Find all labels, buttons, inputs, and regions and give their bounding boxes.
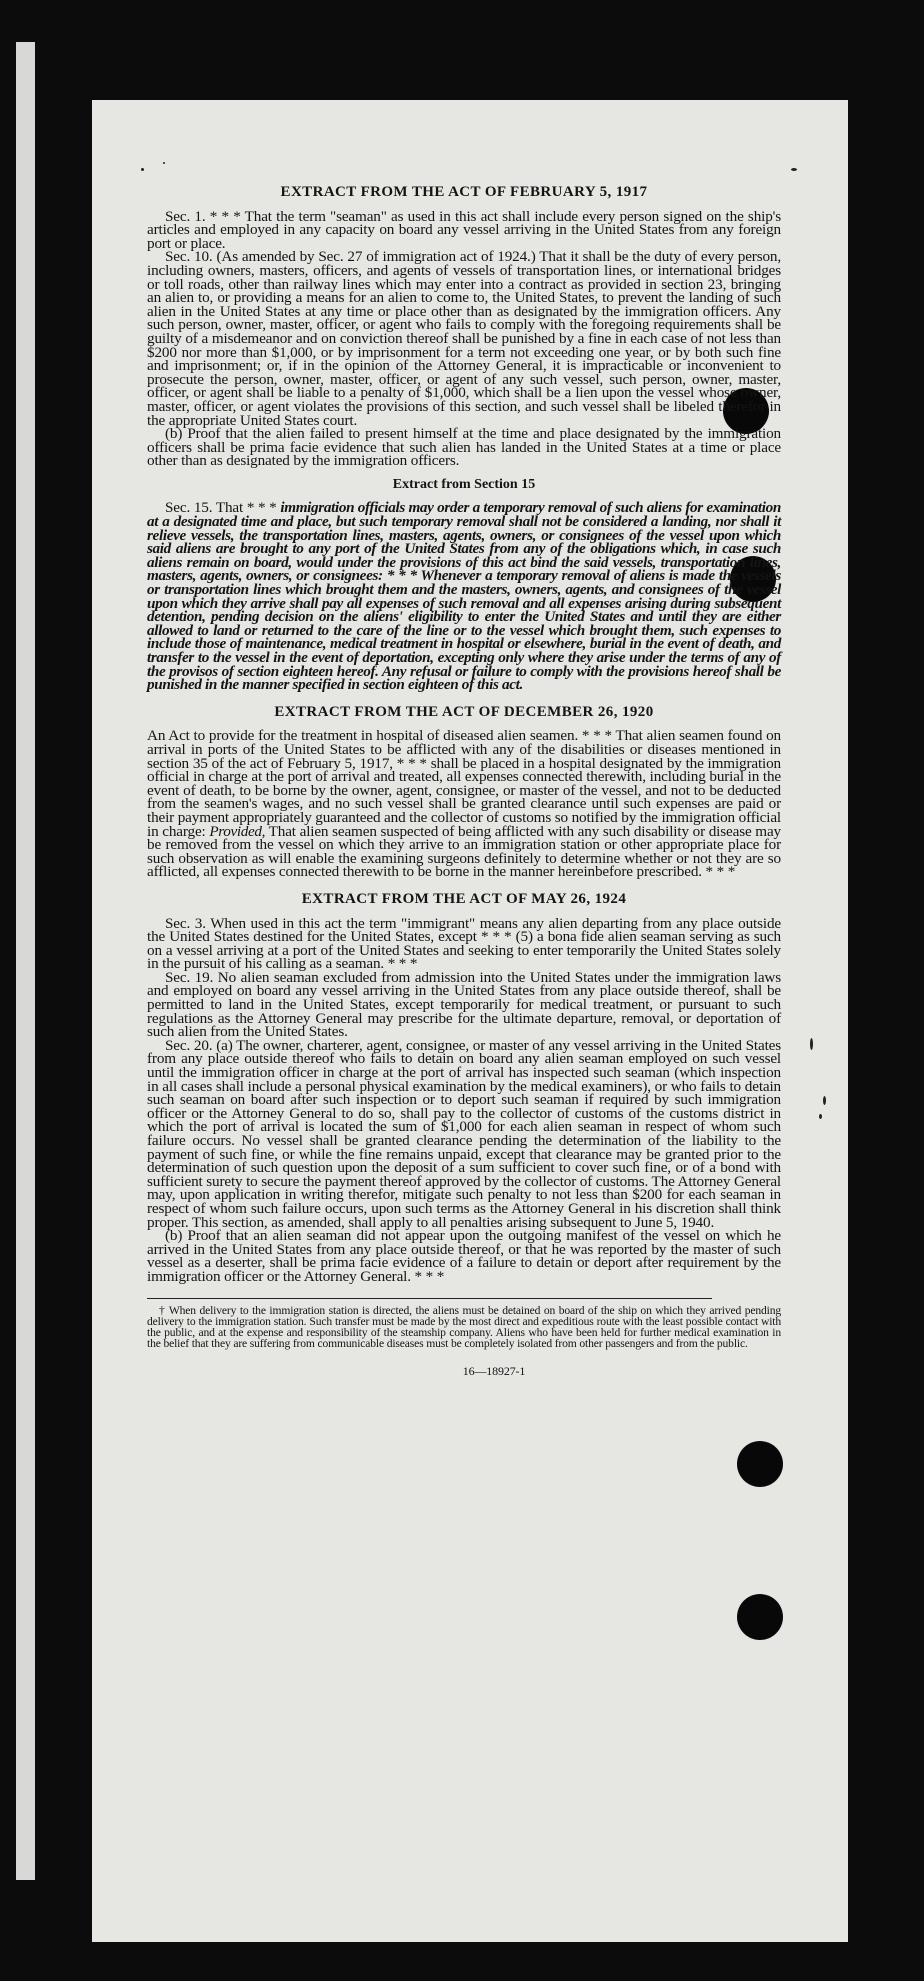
section-15-paragraph: [147, 499, 782, 694]
section-3-paragraph: Sec. 3. When used in this act the term "immigrant" means any alien departing from any place outside the United States destined for the United States, except * * * (5) a bona fide alien seaman serving as such on a vessel arriving at a port of the United States and seeking to enter temporarily the United States solely in the pursuit of his calling as a seaman. * * *: [147, 914, 781, 973]
section-10-paragraph: Sec. 10. (As amended by Sec. 27 of immigration act of 1924.) That it shall be the duty of every person, including owners, masters, officers, and agents of vessels of transportation lines, or international bridges or toll roads, other than railway lines which may enter into a contract as provided in section 23, bringing an alien to, or providing a means for an alien to come to, the United States, to prevent the landing of such alien in the United States at any time or place other than as designated by the immigration officers. Any such person, owner, master, officer, or agent who fails to comply with the foregoing requirements shall be guilty of a misdemeanor and on conviction thereof shall be punished by a fine in each case of not less than $200 nor more than $1,000, or by imprisonment for a term not exceeding one year, or by both such fine and imprisonment; or, if in the opinion of the Attorney General, it is impracticable or inconvenient to prosecute the person, owner, master, officer, or agent of any such vessel, such person, owner, master, officer, or agent shall be liable to a penalty of $1,000, which shall be a lien upon the vessel whose owner, master, officer, or agent violates the provisions of this section, and such vessel shall be libeled therefor in the appropriate United States court.: [147, 248, 781, 429]
document-page: [92, 100, 848, 1942]
dust-speck: [810, 1038, 813, 1050]
act-1920-rest: That alien seamen suspected of being afflicted with any such disability or disease may be removed from the vessel on which they arrive to an immigration station or other appropriate place for such observation as will enable the examining surgeons definitely to determine whether or not they are so afflicted, all expenses connected therewith to be borne in the manner hereinbefore prescribed. * * *: [147, 822, 781, 881]
punch-hole: [737, 1594, 783, 1640]
heading-section-15: Extract from Section 15: [392, 476, 536, 492]
print-code: 16—18927-1: [462, 1364, 526, 1379]
section-20a-paragraph: Sec. 20. (a) The owner, charterer, agent, consignee, or master of any vessel arriving in the United States from any place outside thereof who fails to detain on board any alien seaman employed on such vessel until the immigration officer in charge at the port of arrival has inspected such seaman (which inspection in all cases shall include a personal physical examination by the medical examiners), or who fails to detain such seaman on board after such inspection or to deport such seaman if required by such immigration officer or the Attorney General to do so, shall pay to the collector of customs of the customs district in which the port of arrival is located the sum of $1,000 for each alien seaman in respect of whom such failure occurs. No vessel shall be granted clearance pending the determination of the liability to the payment of such fine, or while the fine remains unpaid, except that clearance may be granted prior to the determination of such question upon the deposit of a sum sufficient to cover such fine, or of a bond with sufficient surety to secure the payment thereof approved by the collector of customs. The Attorney General may, upon application in writing therefor, mitigate such penalty to not less than $200 for each seaman in respect of whom such failure occurs, upon such terms as the Attorney General in his discretion shall think proper. This section, as amended, shall apply to all penalties arising subsequent to June 5, 1940.: [147, 1036, 781, 1231]
heading-act-1917: EXTRACT FROM THE ACT OF FEBRUARY 5, 1917: [280, 184, 648, 200]
act-1920-provided: Provided,: [209, 822, 266, 840]
section-15-italic-text: immigration officials may order a temporary removal of such aliens for examination at a designated time and place, but such temporary removal shall not be considered a landing, nor shall it relieve vessels, the transportation lines, masters, agents, owners, or consignees of the vessel upon which said aliens are brought to any port of the United States from any of the obligations which, in case such aliens remain on board, would under the provisions of this act bind the said vessels, transportation lines, masters, agents, owners, or consignees: * * * Whenever a temporary removal of aliens is made the vessels or transportation lines which brought them and the masters, owners, agents, and consignees of the vessel upon which they arrive shall pay all expenses of such removal and all expenses arising during subsequent detention, pending decision on the aliens' eligibility to enter the United States and until they are either allowed to land or returned to the care of the line or to the vessel which brought them, such expenses to include those of maintenance, medical treatment in hospital or elsewhere, burial in the event of death, and transfer to the vessel in the event of deportation, excepting only where they arise under the terms of any of the provisos of section eighteen hereof. Any refusal or failure to comply with the provisions hereof shall be punished in the manner specified in section eighteen of this act.: [147, 499, 782, 694]
section-10b-paragraph: (b) Proof that the alien failed to present himself at the time and place designated by the immigration officers shall be prima facie evidence that such alien has landed in the United States at a time or place other than as designated by the immigration officers.: [147, 425, 781, 470]
dust-speck: [141, 168, 144, 171]
footnote: † When delivery to the immigration station is directed, the aliens must be detained on board of the ship on which they arrived pending delivery to the immigration station. Such transfer must be made by the most direct and expeditious route with the least possible contact with the public, and at the expense and responsibility of the steamship company. Aliens who have been held for further medical examination in the belief that they are suffering from communicable diseases must be completely isolated from other passengers and from the public.: [147, 1303, 781, 1351]
section-15-lead: Sec. 15. That * * *: [165, 499, 277, 517]
section-1-paragraph: Sec. 1. * * * That the term "seaman" as used in this act shall include every person signed on the ship's articles and employed in any capacity on board any vessel arriving in the United States from any foreign port or place.: [147, 207, 781, 252]
dust-speck: [791, 168, 797, 171]
act-1920-paragraph: [147, 729, 781, 879]
heading-act-1920: EXTRACT FROM THE ACT OF DECEMBER 26, 1920: [274, 703, 654, 720]
document-body: [147, 186, 781, 1379]
dust-speck: [819, 1114, 822, 1119]
film-edge-strip: [16, 42, 35, 1880]
dust-speck: [163, 162, 165, 164]
punch-hole: [737, 1441, 783, 1487]
section-20b-paragraph: (b) Proof that an alien seaman did not appear upon the outgoing manifest of the vessel on which he arrived in the United States from any place outside thereof, or that he was reported by the master of such vessel as a deserter, shall be prima facie evidence of a failure to detain or deport after requirement by the immigration officer or the Attorney General. * * *: [147, 1227, 781, 1285]
heading-act-1924: EXTRACT FROM THE ACT OF MAY 26, 1924: [301, 890, 627, 907]
footnote-rule: [147, 1298, 712, 1299]
section-19-paragraph: Sec. 19. No alien seaman excluded from admission into the United States under the immigration laws and employed on board any vessel arriving in the United States from any place outside thereof, shall be permitted to land in the United States, except temporarily for medical treatment, or pursuant to such regulations as the Attorney General may prescribe for the ultimate departure, removal, or deportation of such alien from the United States.: [147, 968, 781, 1041]
act-1920-text: An Act to provide for the treatment in hospital of diseased alien seamen. * * * That alien seamen found on arrival in ports of the United States to be afflicted with any of the disabilities or diseases mentioned in section 35 of the act of February 5, 1917, * * * shall be placed in a hospital designated by the immigration official in charge at the port of arrival and treated, all expenses connected therewith, including burial in the event of death, to be borne by the owner, agent, consignee, or master of the vessel, and not to be deducted from the seamen's wages, and no such vessel shall be granted clearance until such expenses are paid or their payment appropriately guaranteed and the collector of customs so notified by the immigration official in charge:: [147, 727, 782, 840]
dust-speck: [823, 1096, 826, 1105]
